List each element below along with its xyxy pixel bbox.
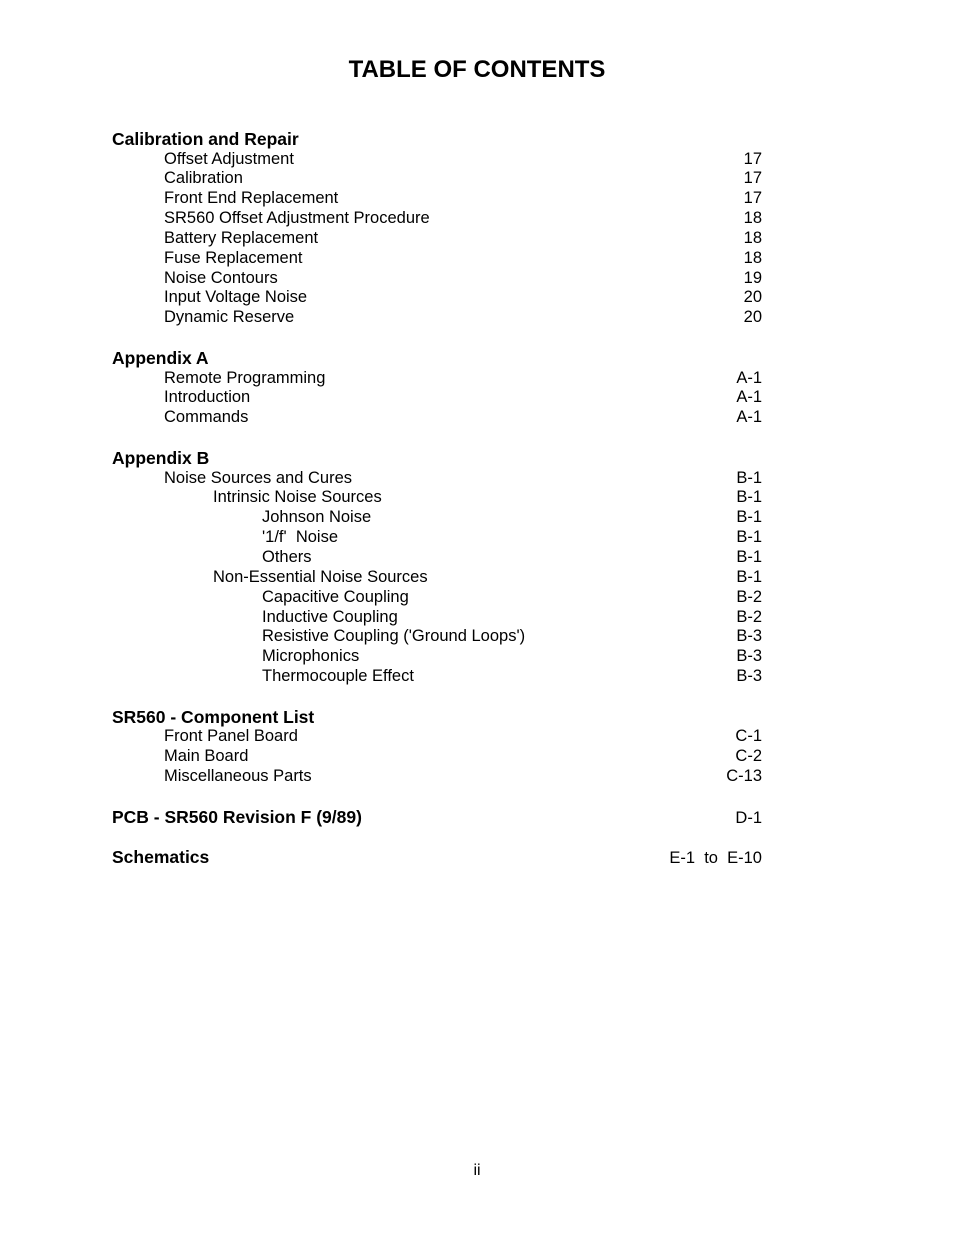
toc-entry-page: 17 [743,169,762,188]
toc-entry-label: Calibration [164,169,243,188]
toc-entry [112,269,762,289]
toc-entry [112,528,762,548]
toc-entry-label: Non-Essential Noise Sources [213,567,428,586]
toc-entry-label: Front End Replacement [164,189,339,208]
toc-entry-page: B-1 [736,567,762,586]
toc-entry [112,588,762,608]
table-of-contents [112,129,762,888]
toc-section [112,448,762,687]
toc-entry [112,388,762,408]
toc-entry-label: Noise Sources and Cures [164,468,353,487]
toc-entry-page: 17 [743,189,762,208]
toc-entry-label: SR560 Offset Adjustment Procedure [164,209,430,228]
toc-entry-page: 17 [743,149,762,168]
toc-entry [112,568,762,588]
toc-entry [112,229,762,249]
toc-entry-label: Miscellaneous Parts [164,767,312,786]
toc-entry [112,189,762,209]
toc-entry [112,469,762,489]
toc-entry [112,548,762,568]
toc-entry-page: A-1 [736,368,762,387]
toc-entry-label: Offset Adjustment [164,149,294,168]
toc-section-heading [112,707,762,728]
toc-entry [112,647,762,667]
toc-entry-label: Main Board [164,747,249,766]
toc-entry-page: B-1 [736,488,762,507]
toc-entry-label: '1/f' Noise [262,528,338,547]
toc-section-heading [112,807,762,828]
toc-heading-label: SR560 - Component List [112,706,315,727]
toc-entry-page: A-1 [736,408,762,427]
toc-entry-label: Johnson Noise [262,508,372,527]
toc-entry [112,308,762,328]
toc-entry-page: 19 [743,268,762,287]
toc-section-heading [112,448,762,469]
toc-entry-page: 20 [743,288,762,307]
toc-entry-page: 18 [743,209,762,228]
toc-entry-label: Input Voltage Noise [164,288,308,307]
toc-entry [112,667,762,687]
toc-entry-label: Resistive Coupling ('Ground Loops') [262,627,526,646]
toc-entry-label: Noise Contours [164,268,278,287]
toc-section [112,707,762,787]
toc-entry-label: Dynamic Reserve [164,308,295,327]
toc-entry-label: Battery Replacement [164,228,319,247]
toc-entry [112,727,762,747]
toc-entry [112,488,762,508]
toc-entry-page: B-1 [736,548,762,566]
toc-heading-page: D-1 [735,808,762,827]
toc-entry-page: B-2 [736,587,762,606]
toc-entry-page: B-1 [736,528,762,547]
toc-entry-page: 18 [743,248,762,267]
toc-entry [112,369,762,389]
toc-entry-page: B-2 [736,607,762,626]
toc-entry [112,747,762,767]
toc-heading-label: Appendix A [112,348,209,369]
toc-heading-label: Appendix B [112,448,210,469]
page-number: ii [473,1162,481,1179]
toc-heading-label: Calibration and Repair [112,129,299,149]
toc-entry-page: B-1 [736,508,762,527]
toc-entry [112,150,762,170]
toc-entry [112,608,762,628]
toc-heading-label: PCB - SR560 Revision F (9/89) [112,806,362,827]
toc-section [112,847,762,868]
toc-entry [112,627,762,647]
toc-section-heading [112,129,762,150]
toc-entry-page: 20 [743,308,762,327]
toc-entry-label: Thermocouple Effect [262,667,414,686]
toc-section-heading [112,348,762,369]
toc-entry-label: Microphonics [262,647,360,666]
toc-entry-label: Front Panel Board [164,727,298,746]
toc-entry-page: C-13 [726,767,762,786]
toc-entry-page: A-1 [736,388,762,407]
toc-section [112,129,762,328]
toc-entry-label: Remote Programming [164,368,326,387]
toc-entry-label: Intrinsic Noise Sources [213,488,382,507]
toc-heading-label: Schematics [112,847,210,868]
toc-entry [112,249,762,269]
toc-entry-label: Inductive Coupling [262,607,398,626]
toc-section [112,807,762,828]
toc-entry [112,288,762,308]
toc-entry [112,169,762,189]
toc-entry-label: Introduction [164,388,251,407]
toc-entry [112,209,762,229]
toc-entry-label: Commands [164,408,249,427]
toc-entry-label: Others [262,548,312,566]
toc-entry-page: 18 [743,228,762,247]
toc-entry [112,508,762,528]
toc-entry-page: B-3 [736,647,762,666]
toc-entry-page: B-3 [736,667,762,686]
toc-entry [112,767,762,787]
toc-entry-page: B-3 [736,627,762,646]
toc-entry-page: C-2 [735,747,762,766]
toc-section [112,348,762,428]
toc-entry-page: C-1 [735,727,762,746]
toc-heading-page: E-1 to E-10 [669,849,762,868]
page-title: TABLE OF CONTENTS [348,56,606,83]
toc-section-heading [112,847,762,868]
toc-entry-page: B-1 [736,468,762,487]
toc-entry [112,408,762,428]
toc-entry-label: Fuse Replacement [164,248,303,267]
toc-entry-label: Capacitive Coupling [262,587,409,606]
